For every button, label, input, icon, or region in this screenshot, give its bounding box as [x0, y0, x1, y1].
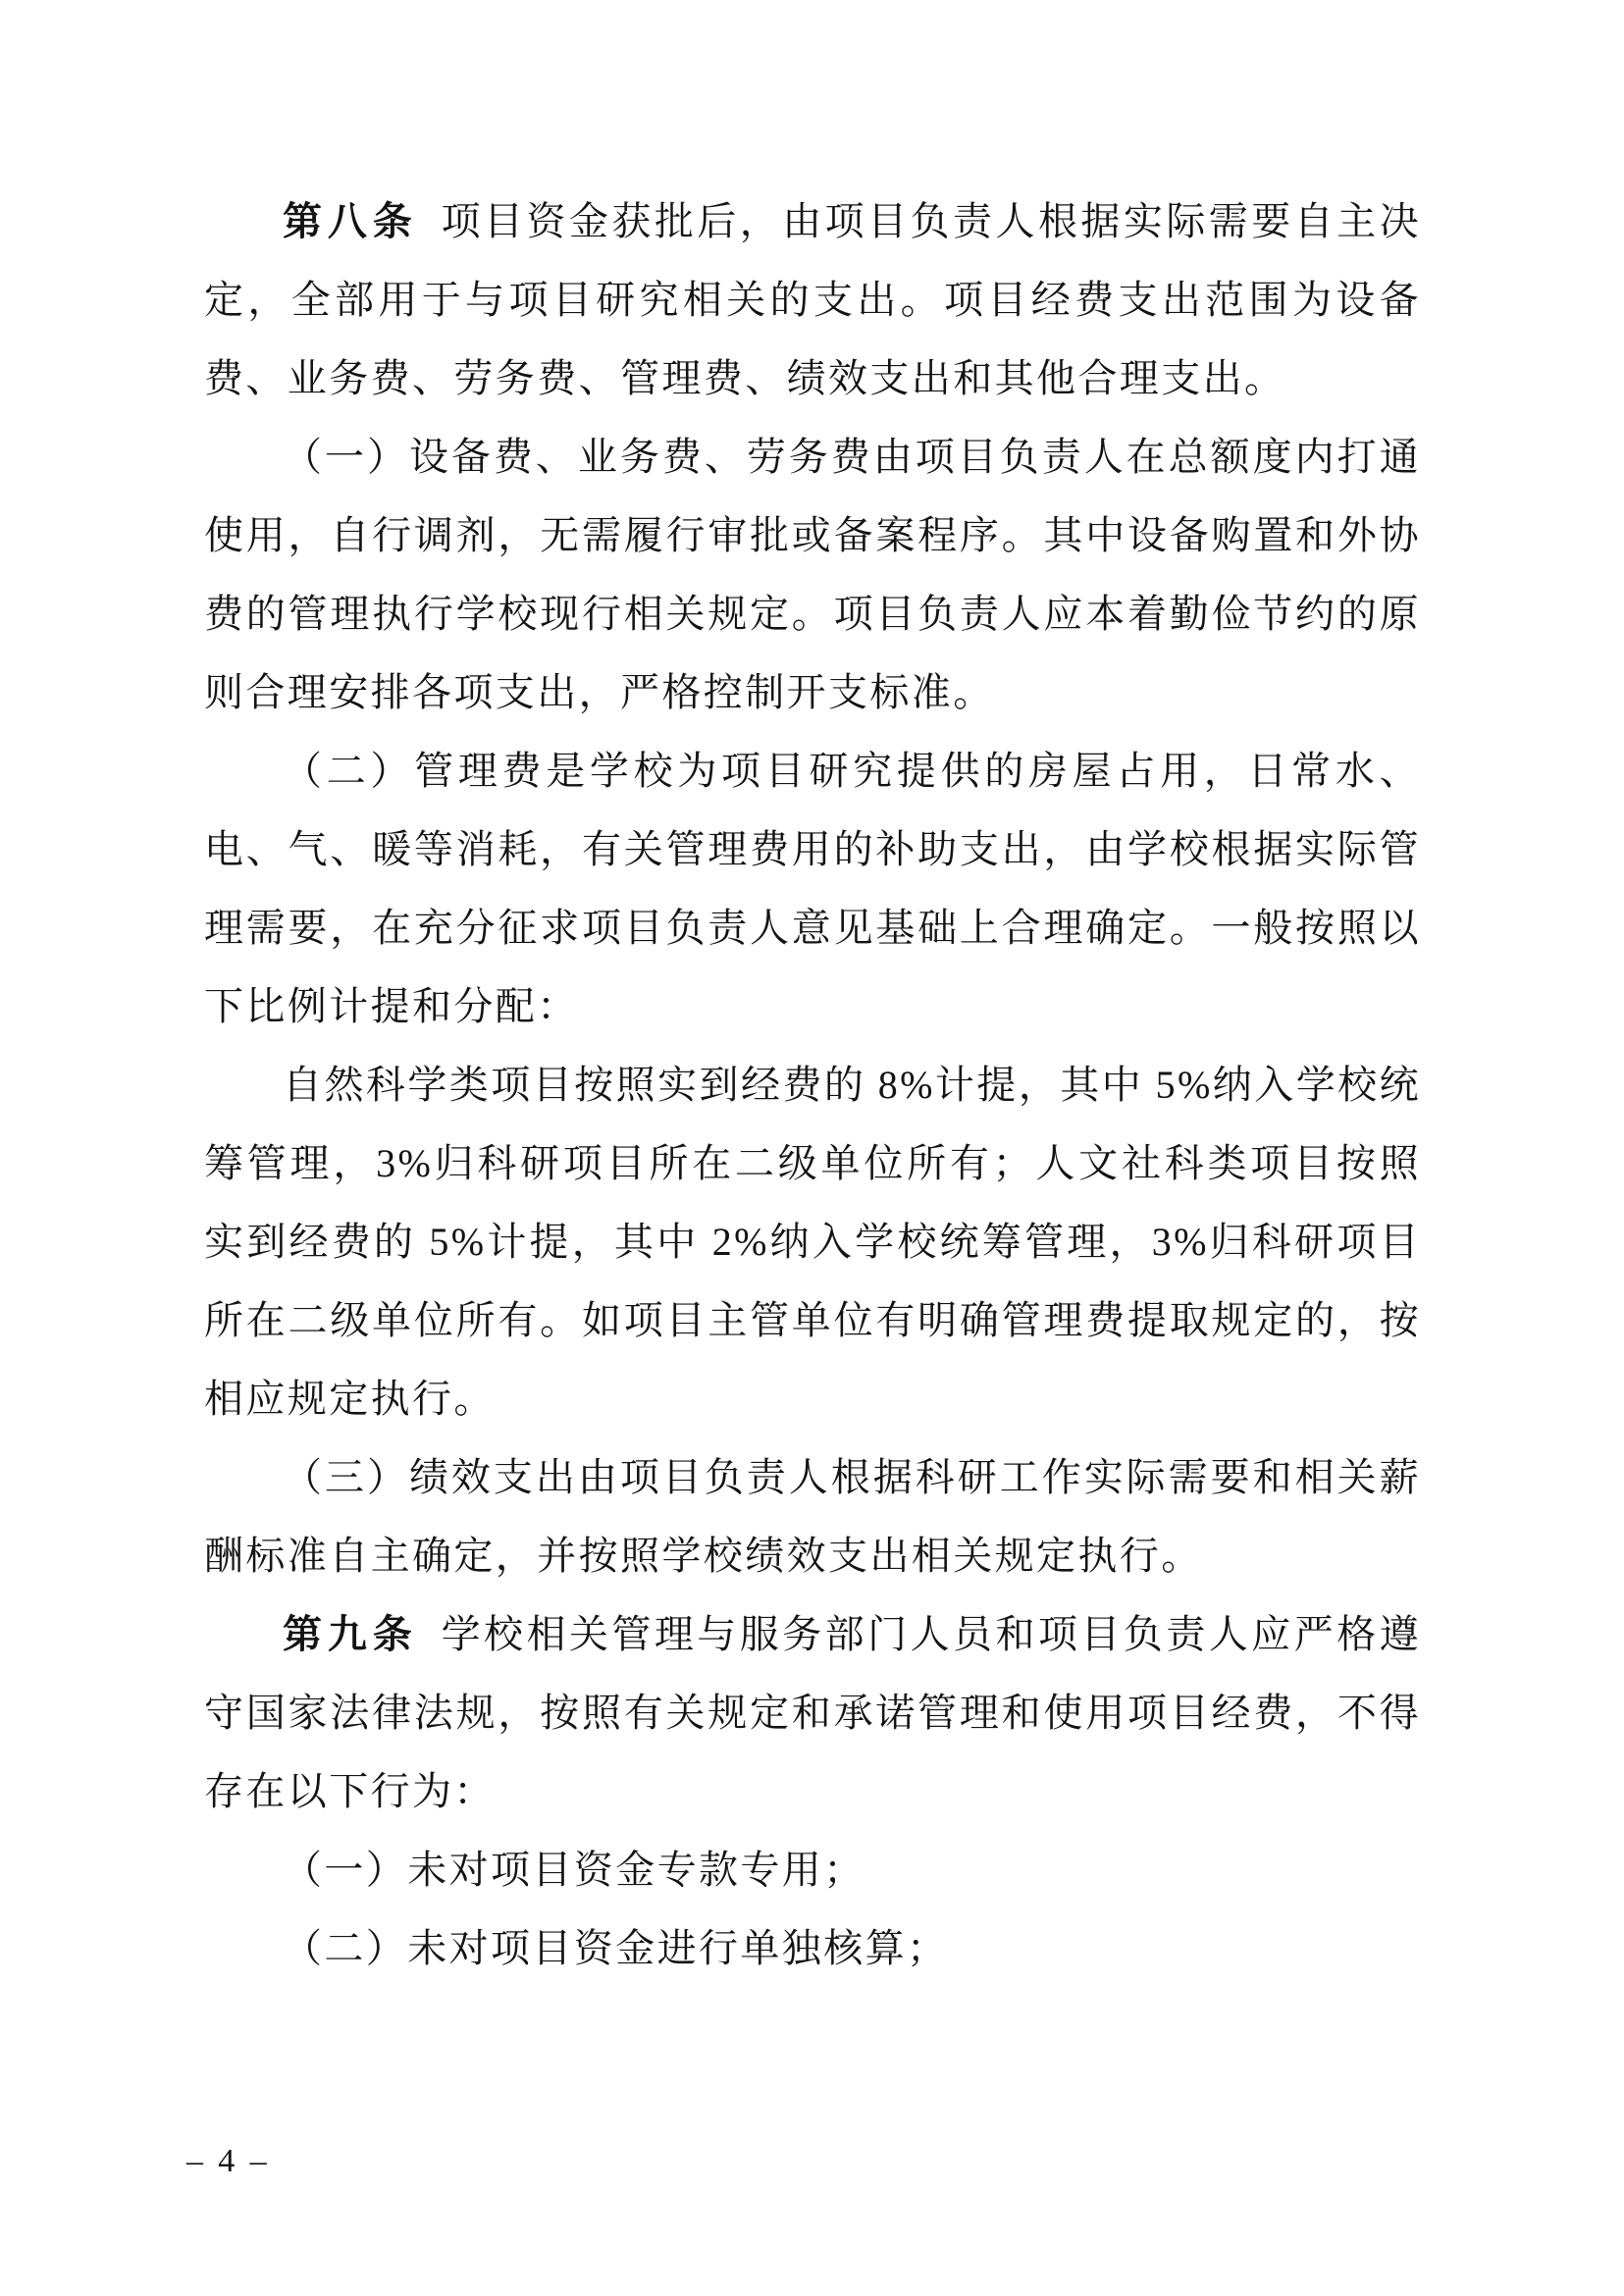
paragraph-text: 学校相关管理与服务部门人员和项目负责人应严格遵守国家法律法规，按照有关规定和承诺管理和使用项目经费，不得存在以下行为： — [204, 1612, 1422, 1813]
page-number: – 4 – — [186, 2143, 270, 2179]
paragraph-text: 自然科学类项目按照实到经费的 8%计提，其中 5%纳入学校统筹管理，3%归科研项目所在二级单位所有；人文社科类项目按照实到经费的 5%计提，其中 2%纳入学校统筹管理，3%归科研项目所在二级单位所有。如项目主管单位有明确管理费提取规定的，按相应规定执行。 — [204, 1063, 1421, 1421]
paragraph-text: （二）未对项目资金进行单独核算； — [283, 1926, 949, 1970]
article-label: 第八条 — [283, 199, 418, 243]
paragraph-article-9-item-1 — [204, 1831, 1421, 1909]
paragraph-text: （一）未对项目资金专款专用； — [283, 1848, 865, 1892]
paragraph-article-8-item-3 — [204, 1438, 1421, 1595]
paragraph-article-8-item-2-detail — [204, 1046, 1421, 1438]
paragraph-article-8-item-2 — [204, 732, 1421, 1046]
paragraph-text: 项目资金获批后，由项目负责人根据实际需要自主决定，全部用于与项目研究相关的支出。项目经费支出范围为设备费、业务费、劳务费、管理费、绩效支出和其他合理支出。 — [204, 199, 1422, 400]
paragraph-article-8 — [204, 183, 1421, 418]
paragraph-article-9-item-2 — [204, 1909, 1421, 1988]
paragraph-article-8-item-1 — [204, 418, 1421, 732]
paragraph-text: （一）设备费、业务费、劳务费由项目负责人在总额度内打通使用，自行调剂，无需履行审批或备案程序。其中设备购置和外协费的管理执行学校现行相关规定。项目负责人应本着勤俭节约的原则合理安排各项支出，严格控制开支标准。 — [204, 435, 1421, 714]
page-footer — [186, 2143, 1403, 2180]
paragraph-text: （二）管理费是学校为项目研究提供的房屋占用，日常水、电、气、暖等消耗，有关管理费用的补助支出，由学校根据实际管理需要，在充分征求项目负责人意见基础上合理确定。一般按照以下比例计提和分配： — [204, 749, 1421, 1028]
paragraph-text: （三）绩效支出由项目负责人根据科研工作实际需要和相关薪酬标准自主确定，并按照学校绩效支出相关规定执行。 — [204, 1455, 1421, 1578]
article-label: 第九条 — [283, 1612, 418, 1656]
paragraph-article-9 — [204, 1595, 1421, 1831]
document-body — [204, 183, 1421, 1988]
